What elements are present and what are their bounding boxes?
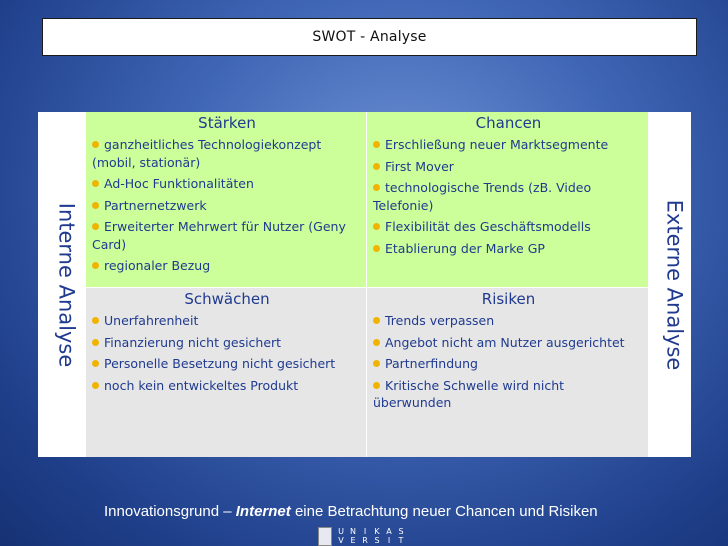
list-item: Partnerfindung [373,355,644,373]
footer-suffix: eine Betrachtung neuer Chancen und Risiken [290,503,598,520]
bullet-icon [373,360,380,367]
bullet-icon [92,180,99,187]
list-item: Finanzierung nicht gesichert [92,334,362,352]
list-item: Partnernetzwerk [92,197,362,215]
bullet-icon [373,245,380,252]
bullet-icon [92,339,99,346]
slide-title-box [42,18,697,56]
threats-quadrant [367,288,648,457]
opportunities-list [373,136,644,257]
opportunities-quadrant [367,112,648,288]
list-item: Angebot nicht am Nutzer ausgerichtet [373,334,644,352]
strengths-heading: Stärken [198,114,256,132]
bullet-icon [92,262,99,269]
strengths-list [92,136,362,275]
list-item: Kritische Schwelle wird nicht überwunden [373,377,565,410]
bullet-icon [92,223,99,230]
university-logo [318,527,418,546]
list-item: Etablierung der Marke GP [373,240,644,258]
bullet-icon [92,382,99,389]
bullet-icon [373,317,380,324]
list-item: regionaler Bezug [92,257,362,275]
list-item: technologische Trends (zB. Video Telefonie) [373,180,592,213]
list-item: Unerfahrenheit [92,312,362,330]
internal-analysis-label: Interne Analyse [54,202,78,367]
footer-prefix: Innovationsgrund – [104,503,236,520]
list-item: ganzheitliches Technologiekonzept (mobil, stationär) [92,137,322,170]
external-analysis-label: Externe Analyse [662,199,686,370]
seal-icon [318,527,332,546]
threats-list [373,312,644,412]
list-item: Erschließung neuer Marktsegmente [373,136,644,154]
threats-heading: Risiken [481,290,536,308]
strengths-quadrant [86,112,367,288]
bullet-icon [92,202,99,209]
slide-title: SWOT - Analyse [312,29,427,45]
opportunities-heading: Chancen [475,114,542,132]
list-item: First Mover [373,158,644,176]
slide-footer [104,503,598,520]
weaknesses-heading: Schwächen [184,290,270,308]
bullet-icon [373,163,380,170]
university-logo-letters: U N I K A S V E R S I T [338,527,404,545]
bullet-icon [92,317,99,324]
bullet-icon [92,360,99,367]
list-item: Trends verpassen [373,312,644,330]
list-item: Erweiterter Mehrwert für Nutzer (Geny Card) [92,219,346,252]
bullet-icon [373,184,380,191]
footer-emphasis: Internet [235,503,291,520]
list-item: noch kein entwickeltes Produkt [92,377,362,395]
list-item: Personelle Besetzung nicht gesichert [92,355,362,373]
bullet-icon [373,141,380,148]
list-item: Flexibilität des Geschäftsmodells [373,218,644,236]
weaknesses-list [92,312,362,394]
swot-panel [38,112,691,457]
swot-grid [86,112,648,457]
bullet-icon [92,141,99,148]
bullet-icon [373,382,380,389]
list-item: Ad-Hoc Funktionalitäten [92,175,362,193]
weaknesses-quadrant [86,288,367,457]
bullet-icon [373,223,380,230]
bullet-icon [373,339,380,346]
